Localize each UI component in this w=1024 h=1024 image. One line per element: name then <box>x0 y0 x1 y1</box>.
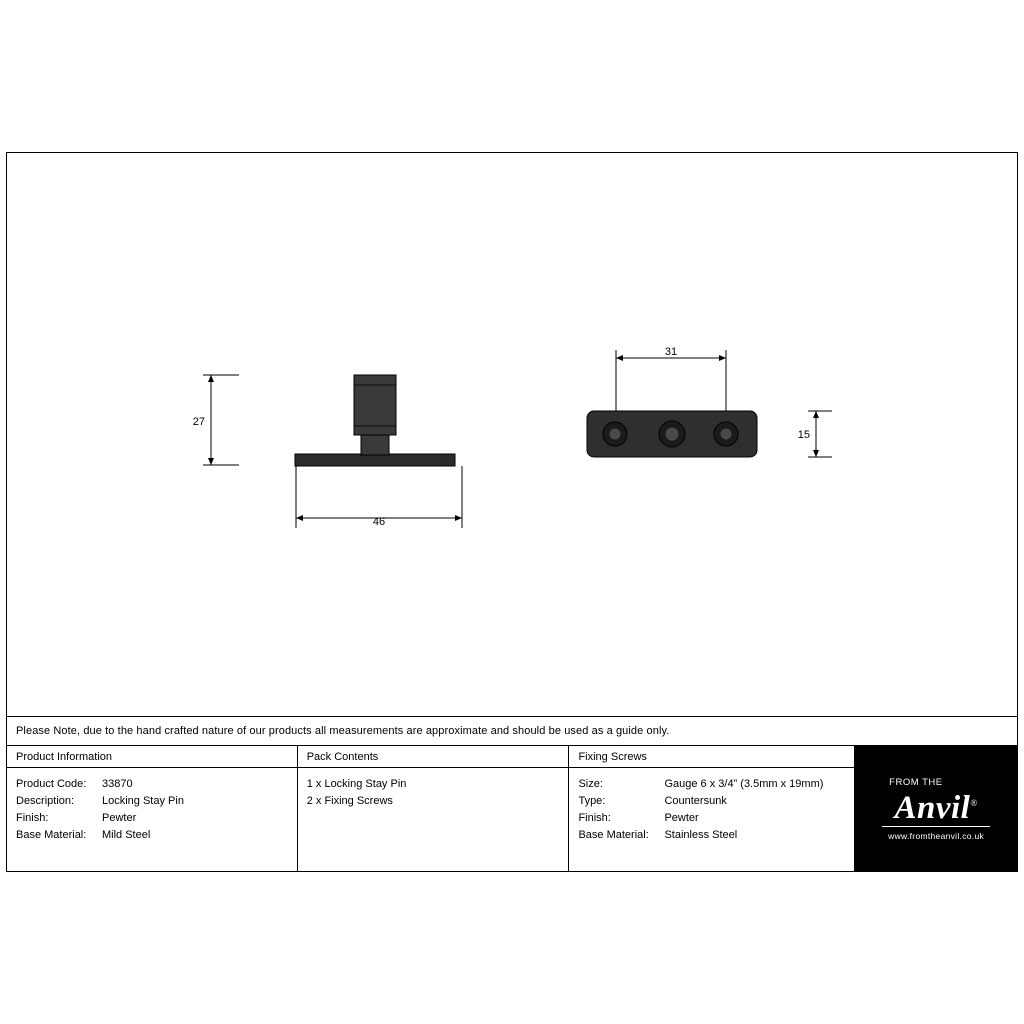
product-information-body <box>7 768 297 844</box>
brand-logo <box>855 746 1017 872</box>
description-value: Locking Stay Pin <box>102 795 184 807</box>
dimension-height-27-label: 27 <box>192 416 205 428</box>
drawing-sheet <box>6 152 1018 872</box>
pack-contents-body <box>298 768 569 810</box>
logo-url-text: www.fromtheanvil.co.uk <box>888 831 985 841</box>
dimension-width-46 <box>296 466 462 528</box>
list-item: 2 x Fixing Screws <box>306 795 393 807</box>
front-elevation <box>295 375 455 466</box>
screw-type-label: Type: <box>578 795 606 807</box>
logo-anvil-text <box>894 786 977 825</box>
product-drawing-svg <box>7 153 1017 716</box>
dimension-width-31 <box>616 346 726 411</box>
drawing-area <box>7 153 1017 716</box>
product-information-column <box>7 746 298 872</box>
product-code-value: 33870 <box>102 778 133 790</box>
dimension-height-27 <box>193 375 239 465</box>
description-label: Description: <box>16 795 75 807</box>
logo-registered-mark: ® <box>970 798 978 808</box>
product-information-header: Product Information <box>7 746 297 768</box>
base-material-value: Mild Steel <box>102 829 151 841</box>
logo-from-the-text: FROM THE <box>889 777 943 788</box>
table-row <box>16 776 288 793</box>
screw-base-material-value: Stainless Steel <box>664 829 738 841</box>
table-row <box>578 827 845 844</box>
measurement-note <box>7 716 1017 745</box>
dimension-height-15-label: 15 <box>797 429 810 441</box>
dimension-width-46-label: 46 <box>372 516 386 528</box>
screw-type-value: Countersunk <box>664 795 727 807</box>
backplate-plan <box>587 411 757 457</box>
table-row <box>16 827 288 844</box>
logo-anvil-word: Anvil <box>894 790 971 826</box>
screw-size-label: Size: <box>578 778 603 790</box>
table-row <box>578 793 845 810</box>
pack-contents-column <box>298 746 570 872</box>
screw-finish-label: Finish: <box>578 812 611 824</box>
measurement-note-text: Please Note, due to the hand crafted nature of our products all measurements are approximate and should be used as a guide only. <box>16 725 670 737</box>
finish-label: Finish: <box>16 812 49 824</box>
table-row <box>578 810 845 827</box>
info-table <box>7 745 1017 872</box>
fixing-screws-body <box>569 768 854 844</box>
fixing-screws-column <box>569 746 855 872</box>
dimension-height-15 <box>798 411 832 457</box>
dimension-width-31-label: 31 <box>664 346 678 358</box>
product-code-label: Product Code: <box>16 778 87 790</box>
table-row <box>16 793 288 810</box>
screw-size-value: Gauge 6 x 3/4” (3.5mm x 19mm) <box>664 778 824 790</box>
logo-divider <box>882 826 990 827</box>
table-row <box>578 776 845 793</box>
table-row <box>16 810 288 827</box>
list-item: 1 x Locking Stay Pin <box>306 778 407 790</box>
fixing-screws-header: Fixing Screws <box>569 746 854 768</box>
screw-finish-value: Pewter <box>664 812 699 824</box>
base-material-label: Base Material: <box>16 829 87 841</box>
pack-contents-header: Pack Contents <box>298 746 569 768</box>
screw-base-material-label: Base Material: <box>578 829 649 841</box>
finish-value: Pewter <box>102 812 137 824</box>
